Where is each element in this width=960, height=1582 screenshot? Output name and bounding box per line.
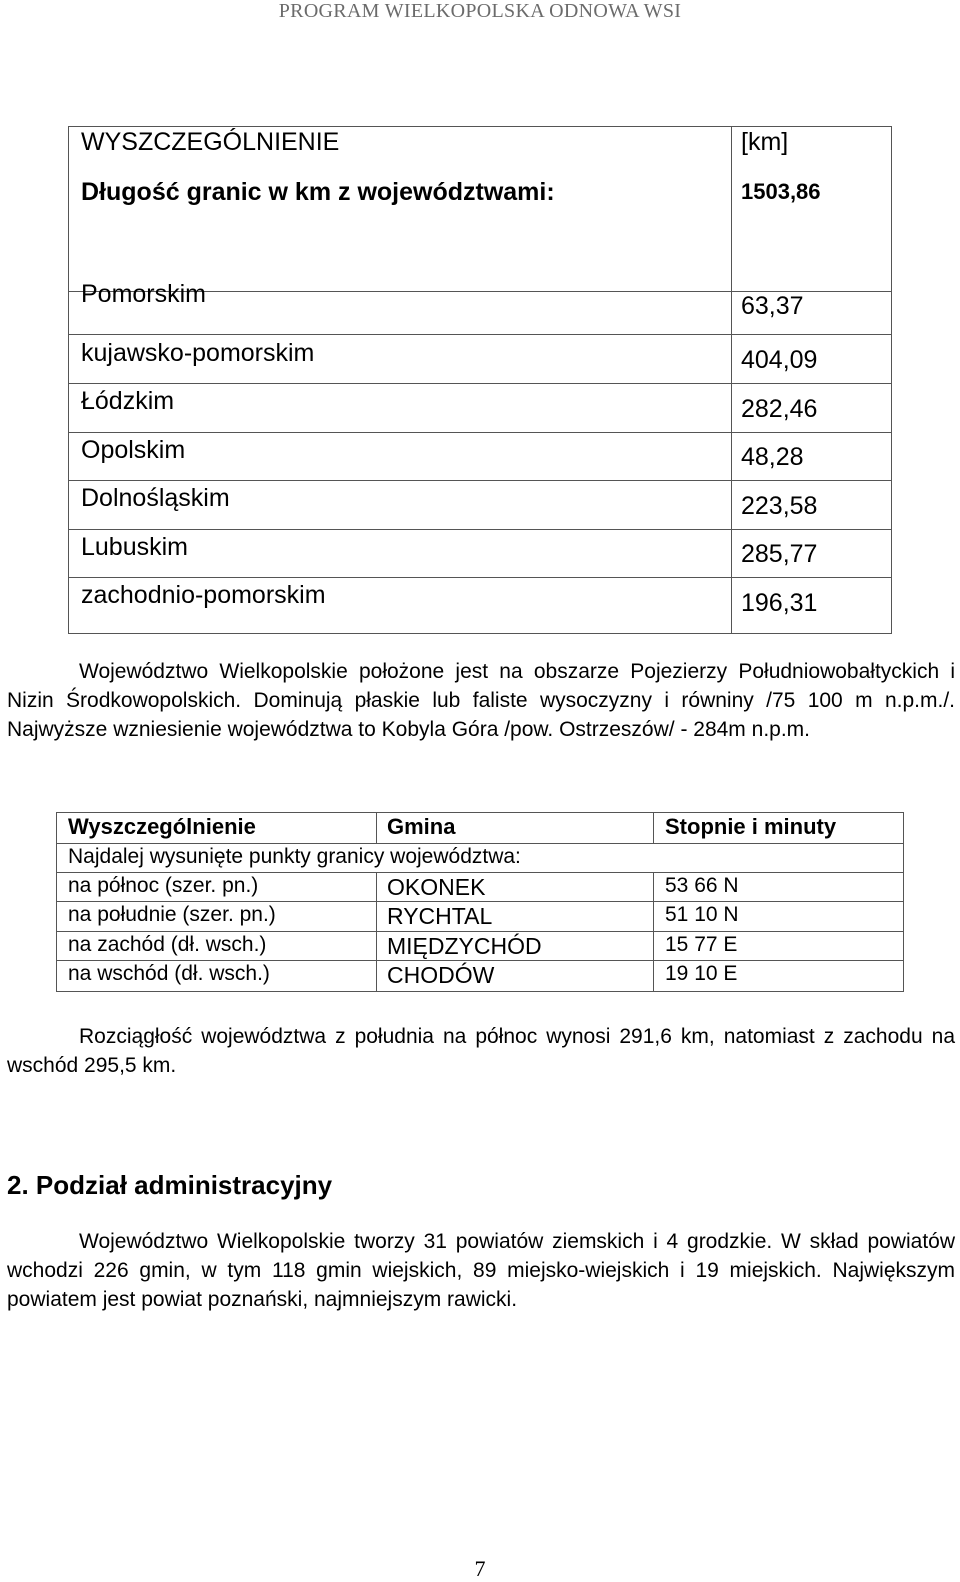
direction-label: na wschód (dł. wsch.) — [68, 962, 270, 985]
row-divider — [69, 577, 891, 578]
column-divider — [731, 127, 732, 633]
row-divider — [69, 432, 891, 433]
gmina-name: RYCHTAL — [387, 903, 493, 929]
direction-label: na południe (szer. pn.) — [68, 903, 276, 926]
admin-division-paragraph — [7, 1227, 955, 1314]
column-header: Stopnie i minuty — [665, 814, 837, 839]
span-row-label: Najdalej wysunięte punkty granicy województwa: — [68, 845, 521, 868]
column-divider — [653, 872, 654, 991]
voivodeship-name: kujawsko-pomorskim — [81, 339, 315, 367]
row-divider — [69, 383, 891, 384]
row-divider — [69, 529, 891, 530]
border-length-value: 404,09 — [741, 346, 818, 374]
border-length-table — [68, 126, 892, 634]
voivodeship-name: Lubuskim — [81, 533, 188, 561]
voivodeship-name: Opolskim — [81, 436, 186, 464]
coordinate-value: 51 10 N — [665, 903, 739, 926]
admin-division-text: Województwo Wielkopolskie tworzy 31 powiatów ziemskich i 4 grodzkie. W skład powiatów wchodzi 226 gmin, w tym 118 gmin wiejskich, 89 miejsko-wiejskich i 19 miejskich. Największym powiatem jest powiat poznański, najmniejszym rawicki. — [7, 1230, 955, 1311]
table-header-unit: [km] — [741, 128, 789, 156]
border-length-value: 282,46 — [741, 395, 818, 423]
extent-paragraph-text: Rozciągłość województwa z południa na północ wynosi 291,6 km, natomiast z zachodu na wschód 295,5 km. — [7, 1025, 955, 1077]
coordinate-value: 19 10 E — [665, 962, 738, 985]
extent-paragraph — [7, 1022, 955, 1080]
row-divider — [69, 480, 891, 481]
border-length-value: 48,28 — [741, 443, 804, 471]
voivodeship-name: Łódzkim — [81, 387, 175, 415]
terrain-paragraph — [7, 657, 955, 744]
coordinate-value: 15 77 E — [665, 933, 738, 956]
voivodeship-name: Pomorskim — [81, 280, 207, 308]
border-length-value: 196,31 — [741, 589, 818, 617]
border-length-value: 63,37 — [741, 292, 804, 320]
table-header-label: WYSZCZEGÓLNIENIE — [81, 128, 340, 156]
gmina-name: OKONEK — [387, 874, 486, 900]
column-divider — [653, 813, 654, 843]
voivodeship-name: zachodnio-pomorskim — [81, 581, 326, 609]
border-length-value: 285,77 — [741, 540, 818, 568]
gmina-name: CHODÓW — [387, 962, 495, 988]
section-heading: 2. Podział administracyjny — [7, 1170, 333, 1200]
row-divider — [69, 334, 891, 335]
terrain-paragraph-text: Województwo Wielkopolskie położone jest na obszarze Pojezierzy Południowobałtyckich i Nizin Środkowopolskich. Dominują płaskie lub faliste wysoczyzny i równiny /75 100 m n.p.m./. Najwyższe wzniesienie województwa to Kobyla Góra /pow. Ostrzeszów/ - 284m n.p.m. — [7, 660, 955, 741]
coordinate-value: 53 66 N — [665, 874, 739, 897]
total-length-label: Długość granic w km z województwami: — [81, 178, 555, 206]
column-header: Gmina — [387, 814, 456, 839]
page-number: 7 — [474, 1556, 486, 1581]
direction-label: na północ (szer. pn.) — [68, 874, 259, 897]
border-length-value: 223,58 — [741, 492, 818, 520]
total-length-value: 1503,86 — [741, 179, 821, 204]
column-divider — [376, 813, 377, 843]
column-divider — [376, 872, 377, 991]
direction-label: na zachód (dł. wsch.) — [68, 933, 267, 956]
extreme-points-table — [56, 812, 904, 992]
voivodeship-name: Dolnośląskim — [81, 484, 230, 512]
running-header: PROGRAM WIELKOPOLSKA ODNOWA WSI — [278, 0, 682, 22]
gmina-name: MIĘDZYCHÓD — [387, 933, 542, 959]
column-header: Wyszczególnienie — [68, 814, 256, 839]
